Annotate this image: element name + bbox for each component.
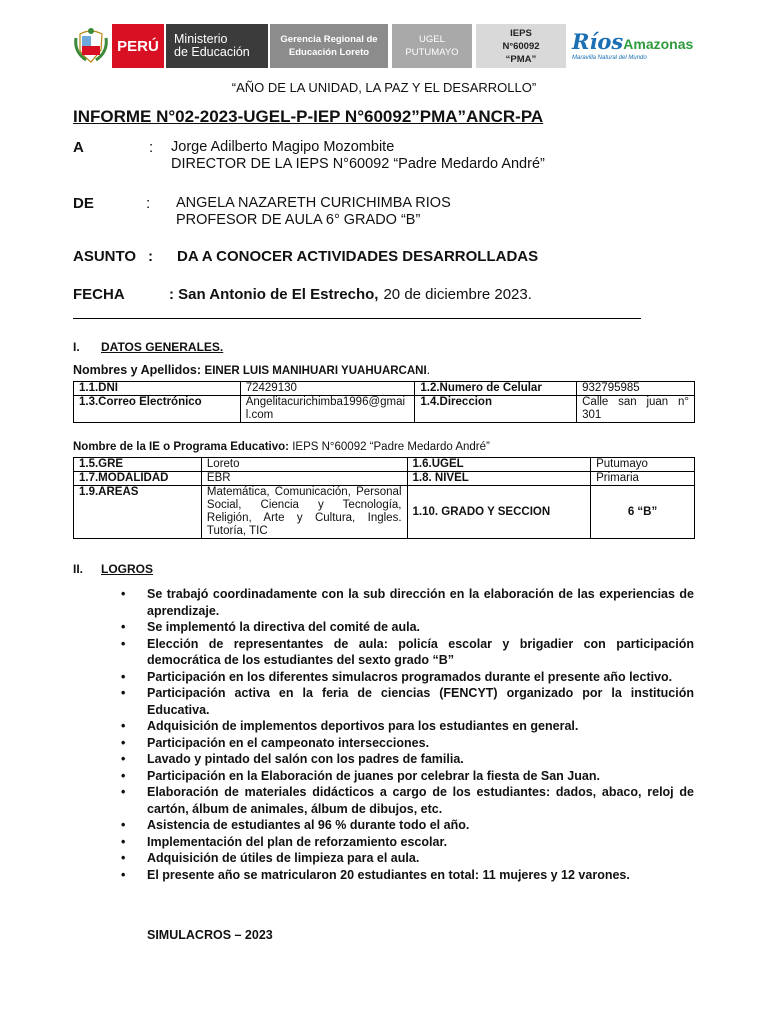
table-cell: 1.8. NIVEL	[407, 472, 591, 486]
ministerio-line2: de Educación	[174, 45, 250, 59]
peru-label: PERÚ	[112, 24, 166, 68]
section2-title: LOGROS	[101, 562, 154, 576]
section-logros	[73, 562, 153, 576]
peru-coat-of-arms-icon	[70, 24, 112, 68]
table-row	[74, 458, 695, 472]
ministerio-line1: Ministerio	[174, 32, 228, 46]
ieps-line2: N°60092	[502, 40, 540, 52]
gerencia-line2: Educación Loreto	[288, 47, 370, 58]
personal-data-table	[73, 381, 695, 423]
bullet-icon: •	[121, 587, 126, 601]
bullet-icon: •	[121, 834, 126, 849]
year-motto: “AÑO DE LA UNIDAD, LA PAZ Y EL DESARROLLO”	[231, 80, 537, 95]
ieps-line1: IEPS	[510, 27, 532, 39]
logro-text: Elaboración de materiales didácticos a cargo de los estudiantes: dados, abaco, reloj de cartón, álbum de animales, álbum de dibujos, etc.	[147, 785, 694, 816]
person-name: EINER LUIS MANIHUARI YUAHUARCANI	[204, 365, 427, 377]
section1-number: I.	[73, 340, 80, 354]
from-colon: :	[146, 195, 151, 212]
bullet-icon: •	[121, 735, 126, 750]
gerencia-line1: Gerencia Regional de	[280, 34, 378, 45]
ie-name: IEPS N°60092 “Padre Medardo André”	[292, 441, 490, 453]
from-name: ANGELA NAZARETH CURICHIMBA RIOS	[176, 195, 451, 211]
list-item	[104, 850, 694, 867]
bullet-icon: •	[121, 752, 126, 766]
table-cell: 1.9.AREAS	[74, 486, 202, 539]
rios-amazonas-logo	[572, 24, 704, 68]
ieps-line3: “PMA”	[505, 53, 537, 65]
table-row	[74, 486, 695, 539]
logro-text: Se trabajó coordinadamente con la sub dirección en la elaboración de las experiencias de aprendizaje.	[147, 587, 694, 618]
list-item	[104, 768, 694, 785]
list-item	[104, 619, 694, 636]
document-title: INFORME N°02-2023-UGEL-P-IEP N°60092”PMA”ANCR-PA	[73, 107, 544, 126]
table-cell: Matemática, Comunicación, Personal Social, Ciencia y Tecnología, Religión, Arte y Cultura, Ingles. Tutoría, TIC	[201, 486, 407, 539]
logro-text: Participación en el campeonato intersecciones.	[147, 735, 430, 750]
person-line	[73, 363, 430, 377]
table-cell: 1.7.MODALIDAD	[74, 472, 202, 486]
bullet-icon: •	[121, 620, 126, 634]
table-cell: EBR	[201, 472, 407, 486]
from-row	[73, 195, 451, 229]
list-item	[104, 834, 694, 851]
bullet-icon: •	[121, 818, 126, 832]
person-label: Nombres y Apellidos:	[73, 363, 202, 377]
logro-text: Adquisición de implementos deportivos para los estudiantes en general.	[147, 719, 579, 733]
to-label: A	[73, 139, 84, 156]
table-row	[74, 382, 695, 396]
list-item	[104, 685, 694, 718]
table-cell: 1.5.GRE	[74, 458, 202, 472]
list-item	[104, 784, 694, 817]
list-item	[104, 751, 694, 768]
logro-text: Se implementó la directiva del comité de aula.	[147, 620, 421, 634]
subject-row	[73, 248, 538, 265]
to-role: DIRECTOR DE LA IEPS N°60092 “Padre Medardo André”	[171, 156, 545, 172]
table-cell: Putumayo	[591, 458, 695, 472]
logro-text: Asistencia de estudiantes al 96 % durante todo el año.	[147, 818, 470, 832]
ugel-label	[392, 24, 472, 68]
date-value: 20 de diciembre 2023.	[383, 286, 532, 303]
table-cell: Calle san juan n° 301	[577, 396, 695, 423]
bullet-icon: •	[121, 867, 126, 882]
table-cell: 1.6.UGEL	[407, 458, 591, 472]
bullet-icon: •	[121, 768, 126, 783]
ieps-label	[476, 24, 566, 68]
date-label: FECHA	[73, 286, 125, 303]
ie-label: Nombre de la IE o Programa Educativo:	[73, 441, 289, 453]
ie-line	[73, 441, 490, 453]
bullet-icon: •	[121, 851, 126, 865]
list-item	[104, 867, 694, 884]
table-cell: 1.10. GRADO Y SECCION	[407, 486, 591, 539]
table-cell: 1.2.Numero de Celular	[415, 382, 577, 396]
logo-tagline: Maravilla Natural del Mundo	[572, 54, 647, 61]
bullet-icon: •	[121, 669, 126, 684]
table-row	[74, 396, 695, 423]
table-cell: 1.4.Direccion	[415, 396, 577, 423]
header-banner	[70, 24, 704, 68]
ugel-line2: PUTUMAYO	[405, 47, 459, 58]
logro-text: Lavado y pintado del salón con los padres de familia.	[147, 752, 464, 766]
from-role: PROFESOR DE AULA 6° GRADO “B”	[176, 212, 421, 228]
bullet-icon: •	[121, 719, 126, 733]
from-label: DE	[73, 195, 94, 212]
to-colon: :	[149, 139, 154, 156]
logo-rios-text: Ríos	[572, 28, 624, 54]
logro-text: Participación activa en la feria de ciencias (FENCYT) organizado por la institución Educativa.	[147, 686, 694, 717]
to-name: Jorge Adilberto Magipo Mozombite	[171, 139, 395, 155]
ugel-line1: UGEL	[419, 34, 445, 45]
list-item	[104, 636, 694, 669]
logro-text: Implementación del plan de reforzamiento escolar.	[147, 834, 448, 849]
subject-label: ASUNTO	[73, 248, 137, 265]
person-dot: .	[426, 363, 431, 377]
table-cell: Angelitacurichimba1996@gmail.com	[240, 396, 415, 423]
gerencia-label	[270, 24, 388, 68]
section1-title: DATOS GENERALES.	[101, 340, 224, 354]
logro-text: El presente año se matricularon 20 estudiantes en total: 11 mujeres y 12 varones.	[147, 867, 630, 882]
section-datos-generales	[73, 340, 223, 354]
section2-number: II.	[73, 562, 84, 576]
logro-text: Adquisición de útiles de limpieza para el aula.	[147, 851, 420, 865]
table-cell: Loreto	[201, 458, 407, 472]
list-item	[104, 817, 694, 834]
table-row	[74, 472, 695, 486]
divider-line	[73, 318, 641, 319]
to-row	[73, 139, 545, 173]
logro-text: Participación en la Elaboración de juanes por celebrar la fiesta de San Juan.	[147, 768, 600, 783]
table-cell: 1.1.DNI	[74, 382, 241, 396]
table-cell: 1.3.Correo Electrónico	[74, 396, 241, 423]
institution-data-table	[73, 457, 695, 539]
table-cell: 932795985	[577, 382, 695, 396]
date-place: : San Antonio de El Estrecho,	[169, 286, 379, 303]
date-row	[73, 286, 532, 303]
subject-colon: :	[148, 248, 153, 265]
list-item	[104, 669, 694, 686]
logo-amazonas-text: Amazonas	[623, 35, 694, 52]
logros-list	[104, 586, 694, 883]
subject-value: DA A CONOCER ACTIVIDADES DESARROLLADAS	[177, 248, 539, 265]
table-cell: Primaria	[591, 472, 695, 486]
ministerio-label	[166, 24, 268, 68]
simulacros-heading: SIMULACROS – 2023	[147, 928, 273, 942]
list-item	[104, 735, 694, 752]
logro-text: Elección de representantes de aula: policía escolar y brigadier con participación democrática de los estudiantes del sexto grado “B”	[147, 636, 694, 667]
list-item	[104, 586, 694, 619]
table-cell: 72429130	[240, 382, 415, 396]
bullet-icon: •	[121, 785, 126, 799]
table-cell: 6 “B”	[591, 486, 695, 539]
list-item	[104, 718, 694, 735]
logro-text: Participación en los diferentes simulacros programados durante el presente año lectivo.	[147, 669, 673, 684]
bullet-icon: •	[121, 686, 126, 700]
bullet-icon: •	[121, 636, 126, 651]
